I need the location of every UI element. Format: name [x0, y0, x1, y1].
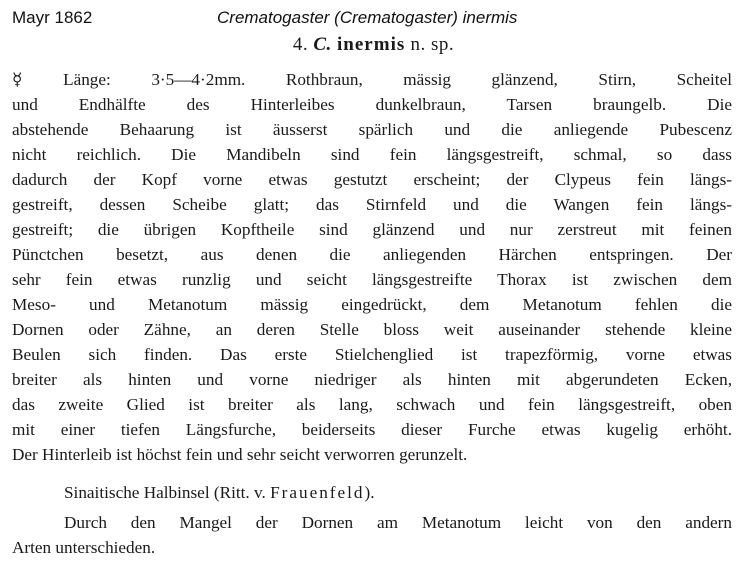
locality-prefix: Sinaitische Halbinsel (Ritt. v. — [64, 483, 271, 502]
description-line-9: sehr fein etwas runzlig und seicht längsgestreifte Thorax ist zwischen dem — [12, 270, 732, 289]
genus-abbrev: C. — [313, 34, 332, 55]
description-line-8: Pünctchen besetzt, aus denen die anliegenden Härchen entspringen. Der — [12, 245, 732, 264]
description-line-7: gestreift; die übrigen Kopftheile sind glänzend und nur zerstreut mit feinen — [12, 220, 732, 239]
description-line-13: breiter als hinten und vorne niedriger als hinten mit abgerundeten Ecken, — [12, 370, 732, 389]
description-line-10: Meso- und Metanotum mässig eingedrückt, dem Metanotum fehlen die — [12, 295, 732, 314]
locality-suffix: ). — [364, 483, 375, 502]
description-line-3: abstehende Behaarung ist äusserst spärlich und die anliegende Pubescenz — [12, 120, 732, 139]
description-line-16: Der Hinterleib ist höchst fein und sehr seicht verworren gerunzelt. — [12, 445, 468, 464]
description-line-6: gestreift, dessen Scheibe glatt; das Stirnfeld und die Wangen fein längs- — [12, 195, 732, 214]
description-line-11: Dornen oder Zähne, an deren Stelle bloss weit auseinander stehende kleine — [12, 320, 732, 339]
description-line-15: mit einer tiefen Längsfurche, beiderseits dieser Furche etwas kugelig erhöht. — [12, 420, 732, 439]
header-taxon-name: Crematogaster (Crematogaster) inermis — [217, 8, 518, 27]
diagnosis-line-1: Durch den Mangel der Dornen am Metanotum leicht von den andern — [64, 513, 732, 532]
description-line-2: und Endhälfte des Hinterleibes dunkelbraun, Tarsen braungelb. Die — [12, 95, 732, 114]
header-author-year: Mayr 1862 — [12, 8, 93, 27]
diagnosis-line-2: Arten unterschieden. — [12, 538, 156, 557]
description-line-1: ☿ Länge: 3·5—4·2mm. Rothbraun, mässig glänzend, Stirn, Scheitel — [12, 70, 732, 89]
description-line-5: dadurch der Kopf vorne etwas gestutzt erscheint; der Clypeus fein längs- — [12, 170, 732, 189]
description-line-14: das zweite Glied ist breiter als lang, schwach und fein längsgestreift, oben — [12, 395, 732, 414]
species-epithet: inermis — [337, 34, 406, 55]
collector-name: Frauenfeld — [270, 483, 365, 502]
species-number: 4. — [292, 34, 309, 55]
description-line-4: nicht reichlich. Die Mandibeln sind fein längsgestreift, schmal, so dass — [12, 145, 732, 164]
new-species-label: n. sp. — [410, 34, 455, 55]
description-line-12: Beulen sich finden. Das erste Stielchenglied ist trapezförmig, vorne etwas — [12, 345, 732, 364]
locality-line — [64, 481, 732, 505]
species-title — [0, 34, 747, 56]
